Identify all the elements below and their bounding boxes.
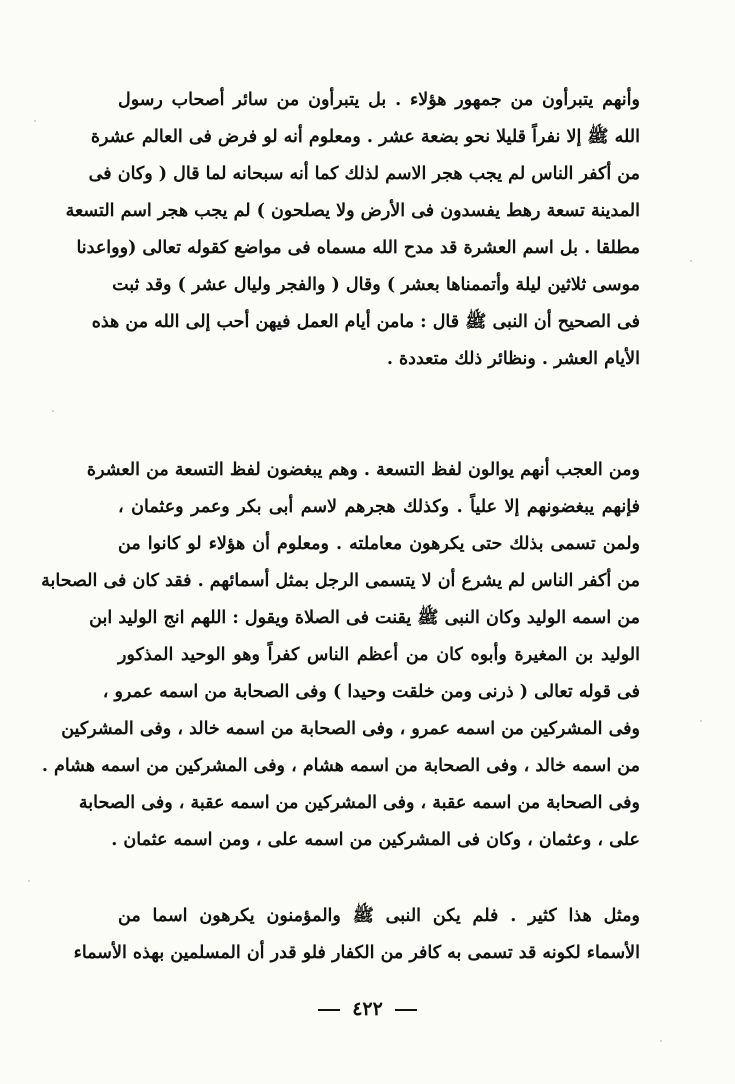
text-line: مطلقا . بل اسم العشرة قد مدح الله مسماه فى مواضع كقوله تعالى (وواعدنا: [76, 238, 640, 258]
text-line: الأيام العشر . ونظائر ذلك متعددة .: [386, 349, 640, 369]
text-line: ولمن تسمى بذلك حتى يكرهون معاملته . ومعلوم أن هؤلاء لو كانوا من: [118, 534, 640, 554]
scan-speckle: [28, 880, 30, 882]
text-line: فى قوله تعالى ( ذرنى ومن خلقت وحيدا ) وفى الصحابة من اسمه عمرو ،: [102, 682, 640, 702]
scan-speckle: [700, 720, 702, 722]
page-number: [0, 998, 735, 1020]
paragraph-1: [65, 82, 640, 378]
dash-right-icon: [318, 1009, 340, 1011]
text-line: فإنهم يبغضونهم إلا علياً . وكذلك هجرهم لاسم أبى بكر وعمر وعثمان ،: [118, 497, 640, 517]
text-line: الوليد بن المغيرة وأبوه كان من أعظم الناس كفراً وهو الوحيد المذكور: [118, 645, 640, 665]
dash-left-icon: [395, 1009, 417, 1011]
text-line: من اسمه الوليد وكان النبى ﷺ يقنت فى الصلاة ويقول : اللهم انج الوليد ابن: [89, 608, 640, 628]
paragraph-3: [73, 898, 640, 972]
scan-speckle: [52, 410, 54, 412]
text-line: وفى الصحابة من اسمه عقبة ، وفى المشركين من اسمه عقبة ، وفى الصحابة: [78, 793, 640, 813]
text-line: من أكفر الناس لم يجب هجر الاسم لذلك كما أنه سبحانه لما قال ( وكان فى: [88, 164, 640, 184]
scan-speckle: [660, 1040, 662, 1042]
text-line: وفى المشركين من اسمه عمرو ، وفى الصحابة من اسمه خالد ، وفى المشركين: [61, 719, 640, 739]
text-line: ومثل هذا كثير . فلم يكن النبى ﷺ والمؤمنون يكرهون اسما من: [118, 906, 640, 926]
paragraph-2: [41, 452, 640, 859]
scan-speckle: [690, 260, 692, 262]
text-line: على ، وعثمان ، وكان فى المشركين من اسمه على ، ومن اسمه عثمان .: [111, 830, 640, 850]
scan-speckle: [34, 120, 36, 122]
text-line: الله ﷺ إلا نفراً قليلا نحو بضعة عشر . ومعلوم أنه لو فرض فى العالم عشرة: [90, 127, 640, 147]
text-line: من أكفر الناس لم يشرع أن لا يتسمى الرجل بمثل أسمائهم . فقد كان فى الصحابة: [41, 571, 640, 591]
text-line: ومن العجب أنهم يوالون لفظ التسعة . وهم يبغضون لفظ التسعة من العشرة: [86, 460, 640, 480]
page-number-value: ٤٢٢: [352, 998, 383, 1020]
text-line: موسى ثلاثين ليلة وأتممناها بعشر ) وقال ( والفجر وليال عشر ) وقد ثبت: [112, 275, 640, 295]
text-line: الأسماء لكونه قد تسمى به كافر من الكفار فلو قدر أن المسلمين بهذه الأسماء: [73, 943, 640, 963]
text-line: فى الصحيح أن النبى ﷺ قال : مامن أيام العمل فيهن أحب إلى الله من هذه: [91, 312, 640, 332]
text-line: المدينة تسعة رهط يفسدون فى الأرض ولا يصلحون ) لم يجب هجر اسم التسعة: [65, 201, 640, 221]
text-line: من اسمه خالد ، وفى الصحابة من اسمه هشام ، وفى المشركين من اسمه هشام .: [41, 756, 640, 776]
text-line: وأنهم يتبرأون من جمهور هؤلاء . بل يتبرأون من سائر أصحاب رسول: [118, 90, 640, 110]
